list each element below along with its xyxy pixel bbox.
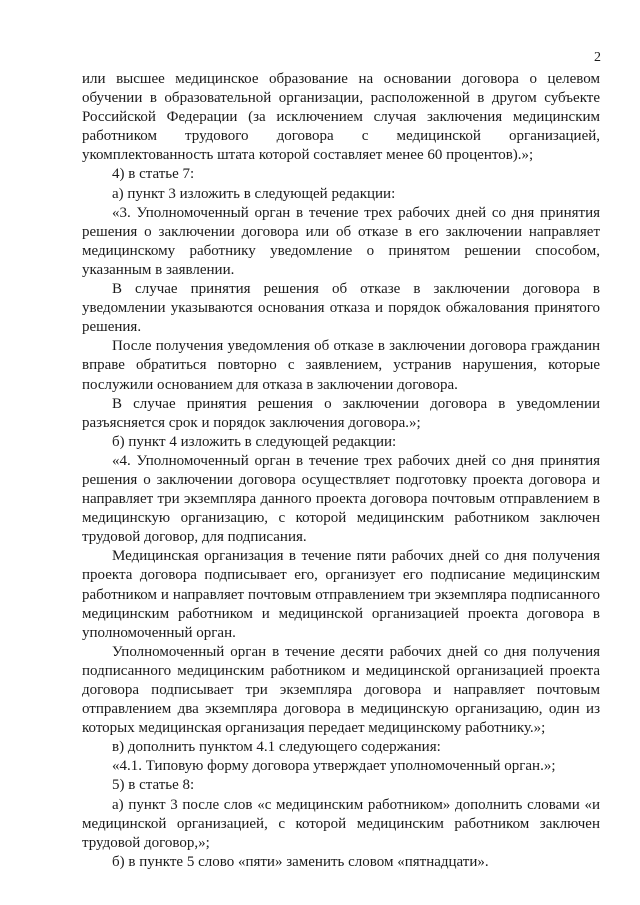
paragraph: или высшее медицинское образование на основании договора о целевом обучении в образовательной организации, расположенной в другом субъекте Российской Федерации (за исключением случая заключения медицинским работником трудового договора с медицинской организацией, укомплектованность штата которой составляет менее 60 процентов).»; <box>82 71 600 164</box>
paragraph: б) в пункте 5 слово «пяти» заменить словом «пятнадцати». <box>112 853 489 870</box>
paragraph: а) пункт 3 после слов «с медицинским работником» дополнить словами «и медицинской организацией, с которой медицинским работником заключен трудовой договор,»; <box>82 796 600 851</box>
paragraph: В случае принятия решения о заключении договора в уведомлении разъясняется срок и порядок заключения договора.»; <box>82 395 600 431</box>
paragraph: б) пункт 4 изложить в следующей редакции: <box>112 433 397 450</box>
paragraph: «4.1. Типовую форму договора утверждает уполномоченный орган.»; <box>112 758 556 775</box>
document-body <box>82 70 600 872</box>
paragraph: В случае принятия решения об отказе в заключении договора в уведомлении указываются основания отказа и порядок обжалования принятого решения. <box>82 281 600 336</box>
paragraph: Уполномоченный орган в течение десяти рабочих дней со дня получения подписанного медицинским работником и медицинской организацией проекта договора подписывает три экземпляра договора и направляет почтовым отправлением два экземпляра договора в медицинскую организацию, один из которых медицинская организация передает медицинскому работнику.»; <box>82 643 600 737</box>
paragraph: Медицинская организация в течение пяти рабочих дней со дня получения проекта договора подписывает его, организует его подписание медицинским работником и направляет почтовым отправлением три экземпляра подписанного медицинским работником и медицинской организацией проекта договора в уполномоченный орган. <box>82 548 600 641</box>
paragraph: «3. Уполномоченный орган в течение трех рабочих дней со дня принятия решения о заключении договора или об отказе в его заключении направляет медицинскому работнику уведомление о принятом решении способом, указанным в заявлении. <box>82 204 600 278</box>
paragraph: После получения уведомления об отказе в заключении договора гражданин вправе обратиться повторно с заявлением, устранив нарушения, которые послужили основанием для отказа в заключении договора. <box>82 338 600 393</box>
paragraph: 4) в статье 7: <box>112 166 195 183</box>
page-number: 2 <box>594 50 601 65</box>
paragraph: а) пункт 3 изложить в следующей редакции: <box>112 185 396 202</box>
paragraph: «4. Уполномоченный орган в течение трех рабочих дней со дня принятия решения о заключении договора осуществляет подготовку проекта договора и направляет три экземпляра данного проекта договора почтовым отправлением в медицинскую организацию, с которой медицинским работником заключен трудовой договор, для подписания. <box>82 452 600 546</box>
paragraph: 5) в статье 8: <box>112 777 195 794</box>
paragraph: в) дополнить пунктом 4.1 следующего содержания: <box>112 739 441 756</box>
